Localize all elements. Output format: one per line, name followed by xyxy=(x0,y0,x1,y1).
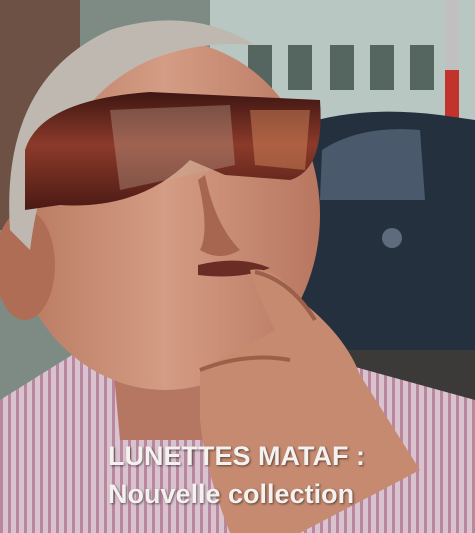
window xyxy=(370,45,394,90)
window xyxy=(288,45,312,90)
car-door-handle xyxy=(382,228,402,248)
caption-title: LUNETTES MATAF : xyxy=(108,441,365,471)
caption-subtitle: Nouvelle collection xyxy=(108,479,355,509)
lens-reflection xyxy=(250,110,310,170)
window xyxy=(410,45,434,90)
window xyxy=(330,45,354,90)
